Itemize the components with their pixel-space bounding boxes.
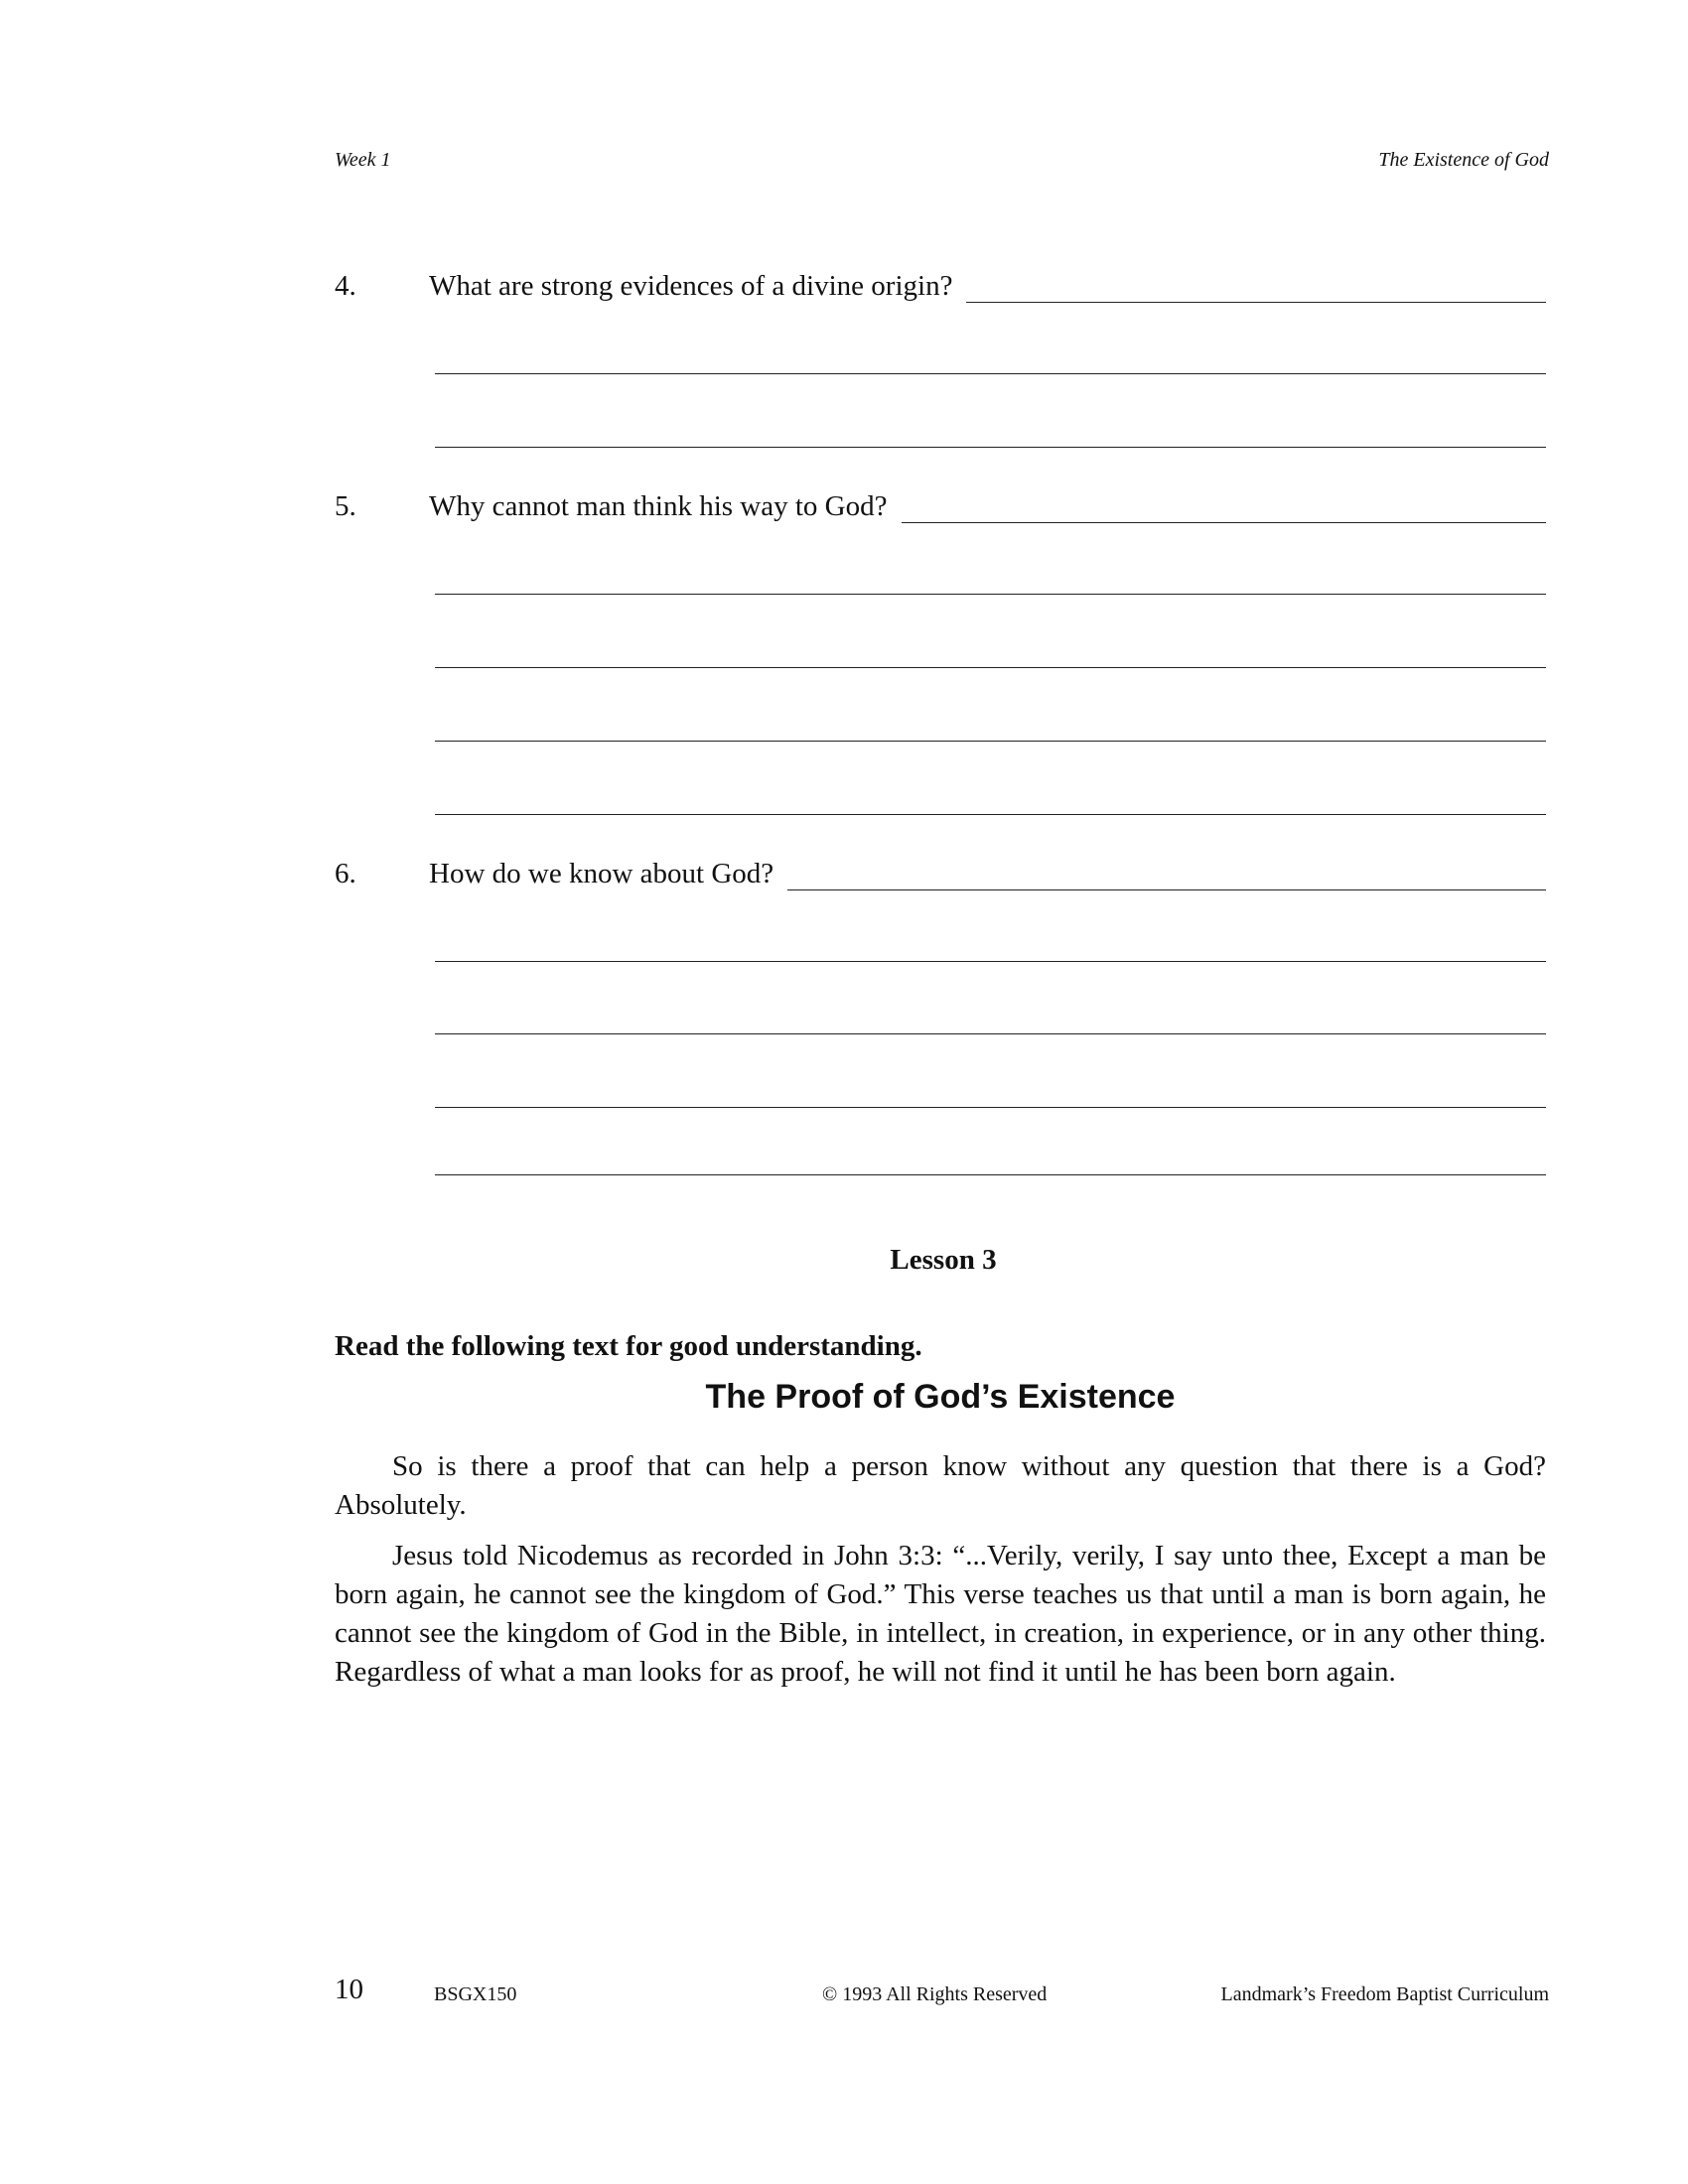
answer-line[interactable]	[435, 667, 1546, 668]
copyright: © 1993 All Rights Reserved	[822, 1983, 1048, 2005]
publisher: Landmark’s Freedom Baptist Curriculum	[1220, 1983, 1549, 2005]
running-header-right: The Existence of God	[1378, 149, 1549, 171]
answer-line[interactable]	[435, 447, 1546, 448]
question-text: Why cannot man think his way to God?	[429, 490, 888, 522]
answer-line[interactable]	[435, 741, 1546, 742]
question-number: 5.	[335, 490, 356, 522]
lesson-heading: Lesson 3	[890, 1244, 997, 1276]
answer-line[interactable]	[787, 860, 1546, 890]
answer-line[interactable]	[435, 373, 1546, 374]
answer-line[interactable]	[435, 594, 1546, 595]
question-5	[335, 490, 1546, 530]
question-6	[335, 858, 1546, 897]
answer-line[interactable]	[435, 1174, 1546, 1175]
question-text: What are strong evidences of a divine origin?	[429, 270, 953, 302]
question-number: 4.	[335, 270, 356, 302]
running-header-left: Week 1	[335, 149, 391, 171]
course-code: BSGX150	[434, 1983, 517, 2005]
answer-line[interactable]	[435, 814, 1546, 815]
answer-line[interactable]	[435, 1033, 1546, 1034]
paragraph: Jesus told Nicodemus as recorded in John 3:3: “...Verily, verily, I say unto thee, Except a man be born again, he cannot see the kingdom of God.” This verse teaches us that until a man is born again, he cannot see the kingdom of God in the Bible, in intellect, in creation, in experience, or in any other thing. Regardless of what a man looks for as proof, he will not find it until he has been born again.	[335, 1540, 1546, 1688]
answer-line[interactable]	[902, 492, 1547, 523]
question-4	[335, 270, 1546, 310]
lesson-instruction: Read the following text for good understanding.	[335, 1330, 922, 1362]
lesson-body	[335, 1447, 1546, 1704]
answer-line[interactable]	[966, 272, 1546, 303]
page-number: 10	[335, 1974, 363, 2005]
paragraph: So is there a proof that can help a person know without any question that there is a God? Absolutely.	[335, 1450, 1546, 1521]
question-number: 6.	[335, 858, 356, 889]
answer-line[interactable]	[435, 961, 1546, 962]
answer-line[interactable]	[435, 1107, 1546, 1108]
question-text: How do we know about God?	[429, 858, 774, 889]
section-title: The Proof of God’s Existence	[705, 1378, 1176, 1416]
